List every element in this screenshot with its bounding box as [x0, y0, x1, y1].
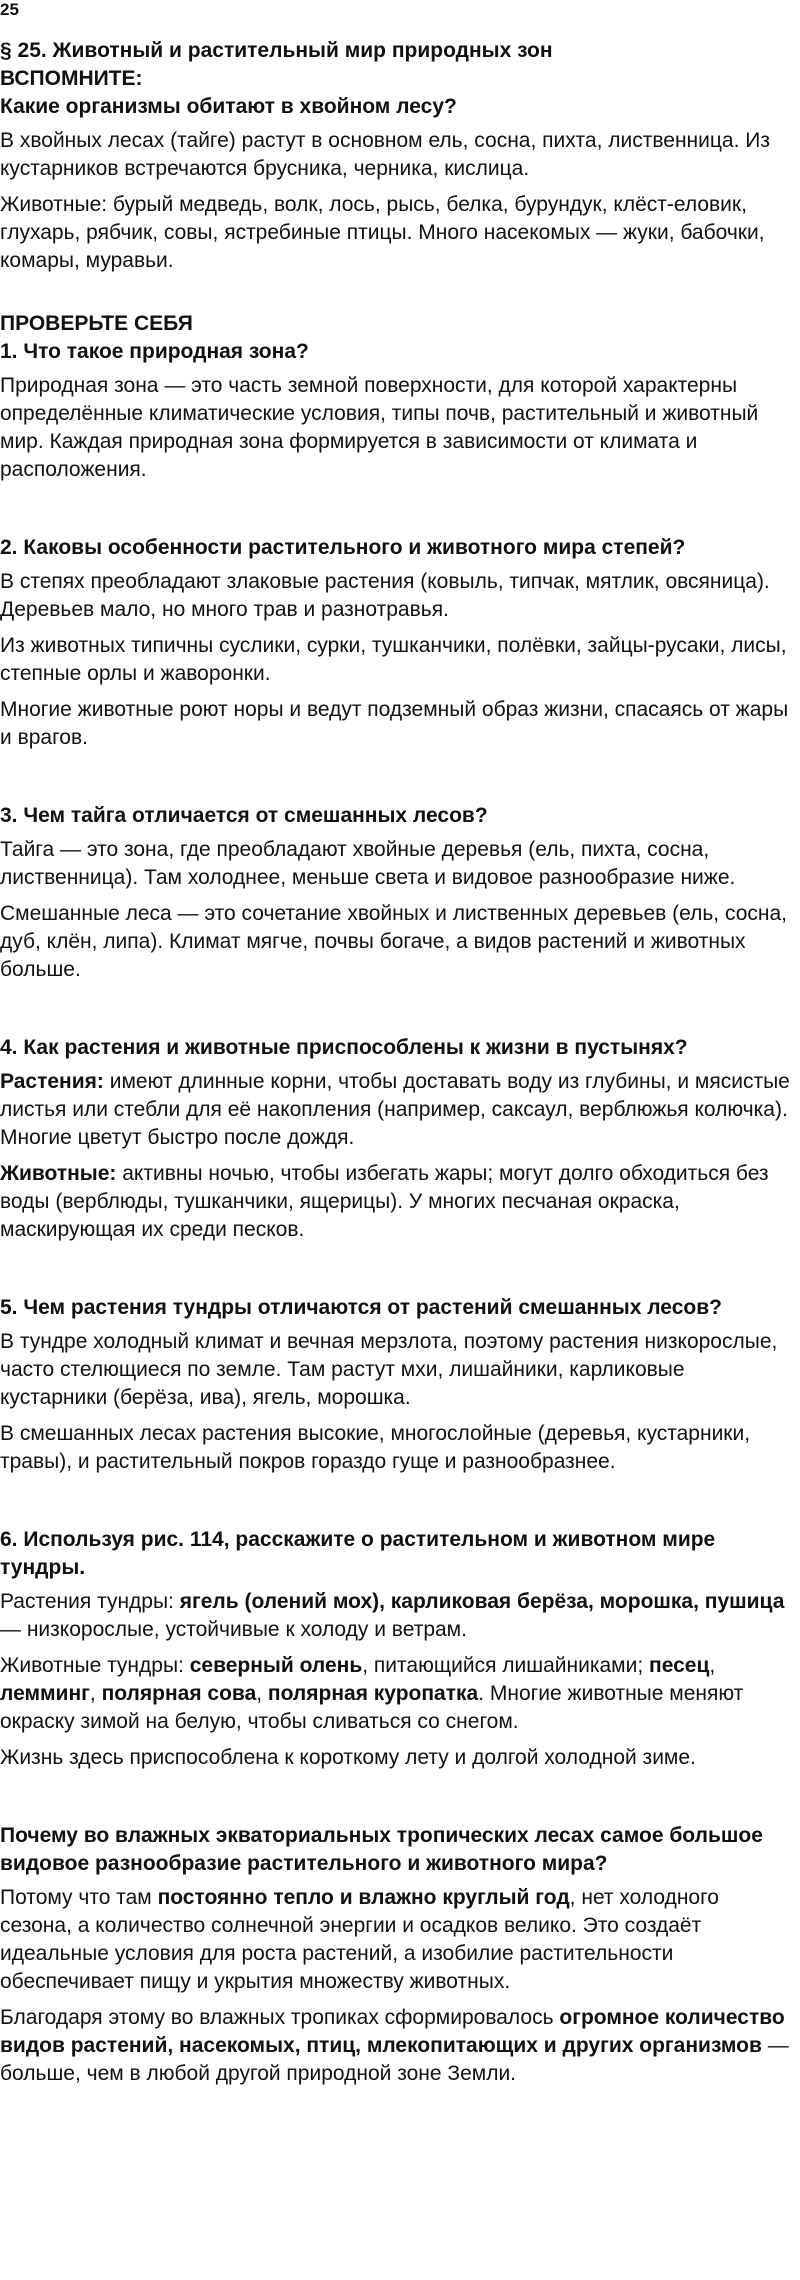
question-6: 6. Используя рис. 114, расскажите о растительном и животном мире тундры. [0, 1528, 716, 1579]
answer-6-conclusion: Жизнь здесь приспособлена к короткому лету и долгой холодной зиме. [0, 1746, 696, 1769]
answer-6-emphasis: северный олень [189, 1654, 363, 1677]
answer-7-emphasis: огромное количество видов растений, насекомых, птиц, млекопитающих и других организмов [0, 2006, 785, 2057]
answer-4-plants-label: Растения: [0, 1070, 104, 1093]
answer-7-text: — больше, чем в любой другой природной зоне Земли. [0, 2034, 789, 2085]
answer-6-text: , [89, 1682, 102, 1705]
answer-6-animals [0, 1652, 796, 1736]
remember-heading: ВСПОМНИТЕ: [0, 67, 143, 90]
answer-6-emphasis: ягель (олений мох), карликовая берёза, морошка, пушица [179, 1590, 785, 1613]
question-3: 3. Чем тайга отличается от смешанных лесов? [0, 804, 488, 827]
question-7: Почему во влажных экваториальных тропических лесах самое большое видовое разнообразие растительного и животного мира? [0, 1824, 763, 1875]
answer-2-paragraph: Из животных типичны суслики, сурки, тушканчики, полёвки, зайцы-русаки, лисы, степные орлы и жаворонки. [0, 634, 787, 685]
answer-6-text: , [709, 1654, 716, 1677]
question-5: 5. Чем растения тундры отличаются от растений смешанных лесов? [0, 1296, 722, 1319]
answer-4-animals-text: активны ночью, чтобы избегать жары; могут долго обходиться без воды (верблюды, тушканчики, ящерицы). У многих песчаная окраска, маскирующая их среди песков. [0, 1162, 769, 1241]
answer-6-text: , питающийся лишайниками; [362, 1654, 650, 1677]
answer-7-text: Потому что там [0, 1886, 158, 1909]
answer-2-paragraph: Многие животные роют норы и ведут подземный образ жизни, спасаясь от жары и врагов. [0, 698, 789, 749]
answer-6-text: Растения тундры: [0, 1590, 180, 1613]
answer-4-plants-text: имеют длинные корни, чтобы доставать воду из глубины, и мясистые листья или стебли для её накопления (например, саксаул, верблюжья колючка). Многие цветут быстро после дождя. [0, 1070, 790, 1149]
answer-3-paragraph: Тайга — это зона, где преобладают хвойные деревья (ель, пихта, сосна, лиственница). Там холоднее, меньше света и видовое разнообразие ниже. [0, 838, 736, 889]
remember-answer-plants: В хвойных лесах (тайге) растут в основном ель, сосна, пихта, лиственница. Из кустарников встречаются брусника, черника, кислица. [0, 129, 770, 180]
answer-2-paragraph: В степях преобладают злаковые растения (ковыль, типчак, мятлик, овсяница). Деревьев мало, но много трав и разнотравья. [0, 570, 770, 621]
answer-6-text: — низкорослые, устойчивые к холоду и ветрам. [0, 1618, 467, 1641]
question-2: 2. Каковы особенности растительного и животного мира степей? [0, 536, 686, 559]
answer-7-text: , нет холодного сезона, а количество солнечной энергии и осадков велико. Это создаёт идеальные условия для роста растений, а изобилие растительности обеспечивает пищу и укрытия множеству животных. [0, 1886, 719, 1993]
answer-5-paragraph: В тундре холодный климат и вечная мерзлота, поэтому растения низкорослые, часто стелющиеся по земле. Там растут мхи, лишайники, карликовые кустарники (берёза, ива), ягель, морошка. [0, 1330, 778, 1409]
answer-1-paragraph: Природная зона — это часть земной поверхности, для которой характерны определённые климатические условия, типы почв, растительный и животный мир. Каждая природная зона формируется в зависимости от климата и расположения. [0, 374, 759, 481]
answer-6-emphasis: лемминг [0, 1682, 90, 1705]
question-4: 4. Как растения и животные приспособлены к жизни в пустынях? [0, 1036, 688, 1059]
answer-4-plants [0, 1068, 796, 1152]
section-title: § 25. Животный и растительный мир природных зон [0, 39, 553, 62]
answer-3-paragraph: Смешанные леса — это сочетание хвойных и лиственных деревьев (ель, сосна, дуб, клён, липа). Климат мягче, почвы богаче, а видов растений и животных больше. [0, 902, 787, 981]
answer-6-emphasis: полярная сова [101, 1682, 257, 1705]
remember-question: Какие организмы обитают в хвойном лесу? [0, 95, 457, 118]
answer-7-text: Благодаря этому во влажных тропиках сформировалось [0, 2006, 560, 2029]
answer-6-text: Животные тундры: [0, 1654, 190, 1677]
answer-7-emphasis: постоянно тепло и влажно круглый год [157, 1886, 570, 1909]
answer-6-text: , [256, 1682, 268, 1705]
question-1: 1. Что такое природная зона? [0, 340, 309, 363]
answer-6-emphasis: полярная куропатка [267, 1682, 479, 1705]
answer-6-emphasis: песец [649, 1654, 710, 1677]
check-heading: ПРОВЕРЬТЕ СЕБЯ [0, 312, 193, 335]
answer-4-animals [0, 1160, 796, 1244]
answer-5-paragraph: В смешанных лесах растения высокие, многослойные (деревья, кустарники, травы), и растительный покров гораздо гуще и разнообразнее. [0, 1422, 751, 1473]
answer-7-paragraph [0, 1884, 796, 1996]
answer-6-text: . Многие животные меняют окраску зимой на белую, чтобы сливаться со снегом. [0, 1682, 744, 1733]
answer-6-plants [0, 1588, 796, 1644]
answer-4-animals-label: Животные: [0, 1162, 117, 1185]
answer-7-paragraph [0, 2004, 796, 2088]
remember-answer-animals: Животные: бурый медведь, волк, лось, рысь, белка, бурундук, клёст-еловик, глухарь, рябчик, совы, ястребиные птицы. Много насекомых — жуки, бабочки, комары, муравьи. [0, 193, 765, 272]
page-number: 25 [0, 0, 19, 19]
